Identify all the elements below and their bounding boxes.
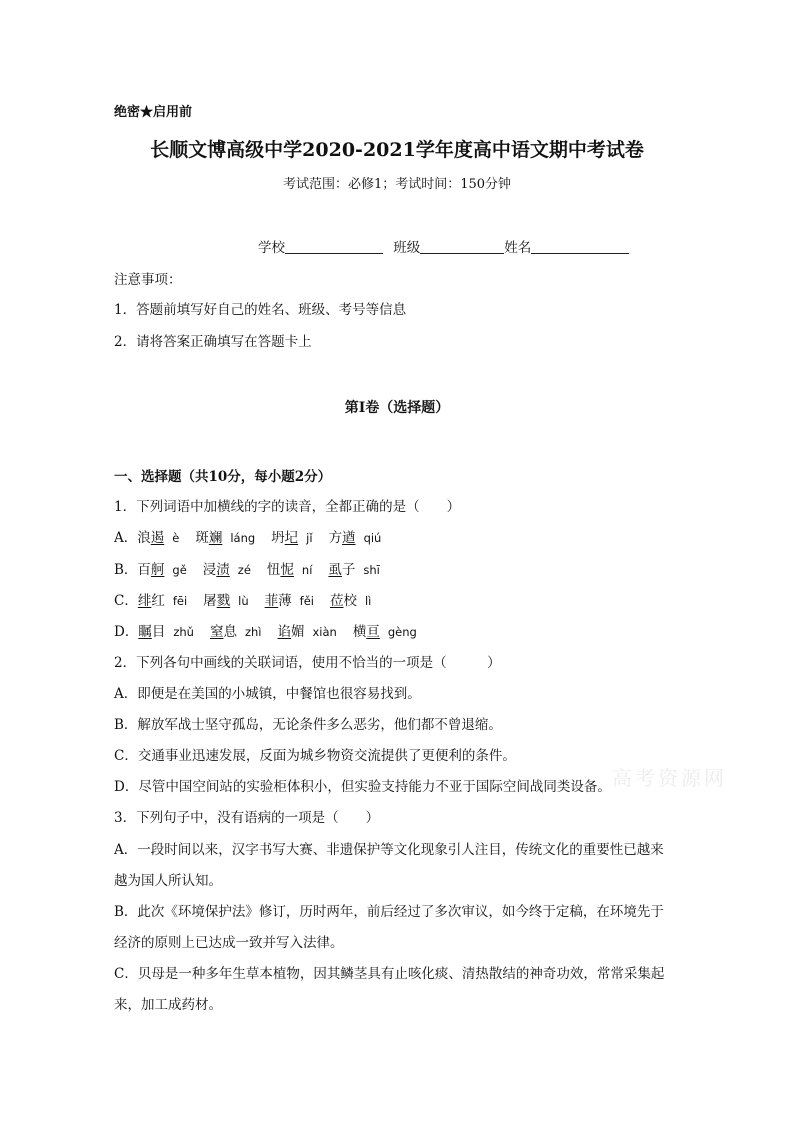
question-2-option-c: C．交通事业迅速发展，反面为城乡物资交流提供了更便利的条件。 — [114, 748, 516, 764]
question-2-stem: 2．下列各句中画线的关联词语，使用不恰当的一项是（ ） — [114, 655, 501, 671]
notes-heading: 注意事项： — [114, 272, 182, 288]
class-label: 班级 — [393, 240, 421, 256]
question-3-option-c-line1: C．贝母是一种多年生草本植物，因其鳞茎具有止咳化痰、清热散结的神奇功效，常常采集起 — [114, 966, 665, 982]
notes-item: 2．请将答案正确填写在答题卡上 — [114, 334, 312, 350]
question-3-option-a-line2: 越为国人所认知。 — [114, 873, 222, 889]
question-3-option-a-line1: A．一段时间以来，汉字书写大赛、非遗保护等文化现象引人注目，传统文化的重要性已越来 — [114, 842, 664, 858]
question-3-option-b-line1: B．此次《环境保护法》修订，历时两年，前后经过了多次审议，如今终于定稿，在环境先于 — [114, 904, 664, 920]
question-3-option-c-line2: 来，加工成药材。 — [114, 997, 222, 1013]
name-label: 姓名 — [504, 240, 532, 256]
school-label: 学校 — [258, 240, 285, 256]
exam-subtitle: 考试范围：必修1；考试时间：150分钟 — [282, 177, 512, 192]
name-blank[interactable] — [531, 238, 629, 254]
question-1-option-d: D．瞩目 zhǔ 窒息 zhì 谄媚 xiàn 横亘 gèng — [114, 624, 417, 640]
question-1-option-c: C．绯红 fēi 屠戮 lù 菲薄 fěi 莅校 lì — [114, 593, 372, 609]
student-info-fields — [258, 238, 629, 258]
watermark: 高考资源网 — [612, 766, 727, 790]
question-2-option-b: B．解放军战士坚守孤岛，无论条件多么恶劣，他们都不曾退缩。 — [114, 717, 502, 733]
question-1-option-a: A．浪遏 è 斑斓 láng 坍圮 jǐ 方遒 qiú — [114, 530, 382, 546]
section-heading: 一、选择题（共10分，每小题2分） — [114, 469, 332, 485]
question-3-stem: 3．下列句子中，没有语病的一项是（ ） — [114, 810, 380, 826]
school-blank[interactable] — [285, 238, 383, 254]
question-2-option-d: D．尽管中国空间站的实验柜体积小，但实验支持能力不亚于国际空间战同类设备。 — [114, 779, 611, 795]
question-1-stem: 1．下列词语中加横线的字的读音，全都正确的是（ ） — [114, 499, 461, 515]
question-1-option-b: B．百舸 gě 浸渍 zé 忸怩 ní 虱子 shī — [114, 562, 380, 578]
exam-title: 长顺文博高级中学2020-2021学年度高中语文期中考试卷 — [150, 139, 644, 161]
question-2-option-a: A．即便是在美国的小城镇，中餐馆也很容易找到。 — [114, 686, 421, 702]
question-3-option-b-line2: 经济的原则上已达成一致并写入法律。 — [114, 935, 344, 951]
secret-label: 绝密★启用前 — [114, 105, 193, 120]
volume-heading: 第I卷（选择题） — [344, 400, 450, 416]
class-blank[interactable] — [420, 238, 504, 254]
notes-item: 1．答题前填写好自己的姓名、班级、考号等信息 — [114, 302, 407, 318]
